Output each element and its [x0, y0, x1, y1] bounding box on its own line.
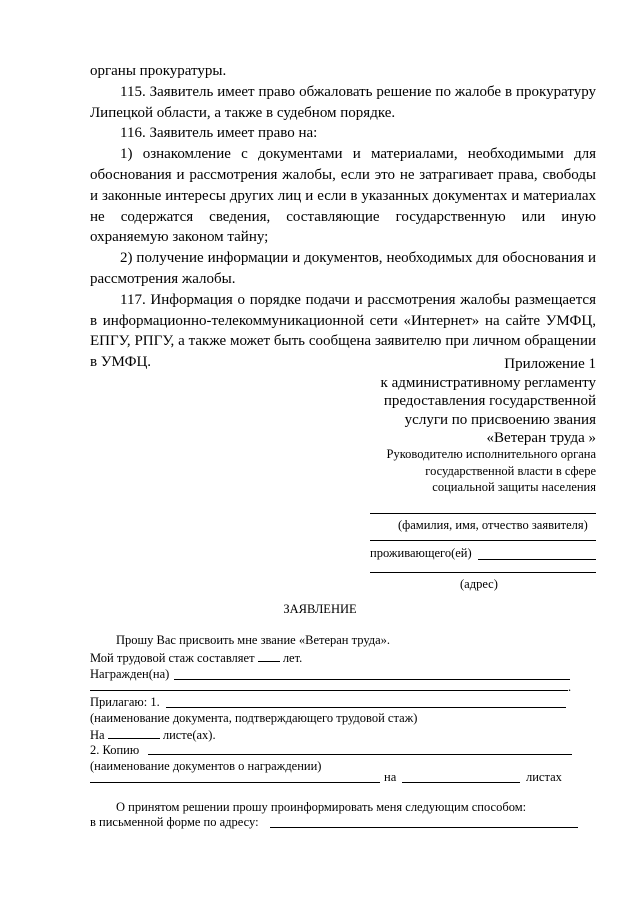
fio-caption: (фамилия, имя, отчество заявителя) — [398, 518, 588, 532]
paragraph-116-2: 2) получение информации и документов, необходимых для обоснования и рассмотрения жалобы. — [90, 250, 596, 287]
paragraph-116: 116. Заявитель имеет право на: — [120, 125, 318, 142]
written-label: в письменной форме по адресу: — [90, 815, 259, 829]
inform-text: О принятом решении прошу проинформировать меня следующим способом: — [116, 800, 527, 814]
statement-title: ЗАЯВЛЕНИЕ — [283, 602, 357, 616]
request-text: Прошу Вас присвоить мне звание «Ветеран труда». — [116, 633, 391, 647]
address-line[interactable] — [370, 572, 596, 573]
sheets-word: листах — [526, 770, 562, 784]
awarded-field[interactable] — [174, 679, 570, 680]
paragraph-115: 115. Заявитель имеет право обжаловать решение по жалобе в прокуратуру Липецкой области, а также в судебном порядке. — [90, 83, 596, 121]
sheets-count-field[interactable] — [108, 727, 160, 739]
appendix-line: предоставления государственной — [383, 393, 596, 410]
awarded-field-2[interactable] — [90, 690, 568, 691]
fio-line[interactable] — [370, 513, 596, 514]
line-prosecutor: органы прокуратуры. — [90, 63, 227, 79]
residing-field[interactable] — [478, 559, 596, 560]
addressee-line: Руководителю исполнительного органа — [386, 447, 596, 461]
copy-caption: (наименование документов о награждении) — [90, 759, 322, 773]
stazh-prefix: Мой трудовой стаж составляет — [90, 651, 255, 665]
awarded-label: Награжден(на) — [90, 667, 170, 681]
stazh-suffix: лет. — [282, 651, 303, 665]
copy-docs-field[interactable] — [90, 782, 380, 783]
sheets-row — [90, 727, 216, 743]
attach-field[interactable] — [166, 707, 566, 708]
copy-field[interactable] — [148, 754, 572, 755]
copy-label: 2. Копию — [90, 743, 140, 757]
appendix-header — [360, 355, 596, 448]
appendix-line: к административному регламенту — [380, 374, 596, 391]
stazh-row — [90, 650, 302, 666]
addressee-line: государственной власти в сфере — [425, 463, 596, 478]
on-prefix: На — [90, 728, 105, 742]
attach-label: Прилагаю: 1. — [90, 695, 160, 709]
attach-caption: (наименование документа, подтверждающего трудовой стаж) — [90, 711, 418, 725]
stazh-years-field[interactable] — [258, 650, 280, 662]
on-word: на — [384, 770, 397, 784]
addressee-line: социальной защиты населения — [432, 480, 596, 494]
appendix-number: Приложение 1 — [504, 356, 596, 372]
paragraph-116-1: 1) ознакомление с документами и материалами, необходимыми для обоснования и рассмотрения жалобы, если это не затрагивает права, свободы и законные интересы других лиц и если в указанных документах и материалах не содержатся сведения, составляющие государственную или иную охраняемую законом тайну; — [90, 146, 596, 246]
address-caption: (адрес) — [460, 577, 498, 591]
addressee-block — [360, 446, 596, 496]
appendix-line: «Ветеран труда » — [486, 430, 596, 447]
awarded-end: . — [568, 680, 572, 694]
sheets-label: листе(ах). — [162, 728, 216, 742]
paragraph-117: 117. Информация о порядке подачи и рассмотрения жалобы размещается в информационно-телекоммуникационной сети «Интернет» на сайте УМФЦ, ЕПГУ, РПГУ, а также может быть сообщена заявителю при личном обращении в УМФЦ. — [90, 291, 596, 371]
fio-line-2[interactable] — [370, 540, 596, 541]
appendix-line: услуги по присвоению звания — [404, 411, 596, 428]
written-address-field[interactable] — [270, 827, 578, 828]
residing-label: проживающего(ей) — [370, 546, 472, 560]
regulation-text — [90, 61, 596, 373]
copy-sheets-field[interactable] — [402, 782, 520, 783]
